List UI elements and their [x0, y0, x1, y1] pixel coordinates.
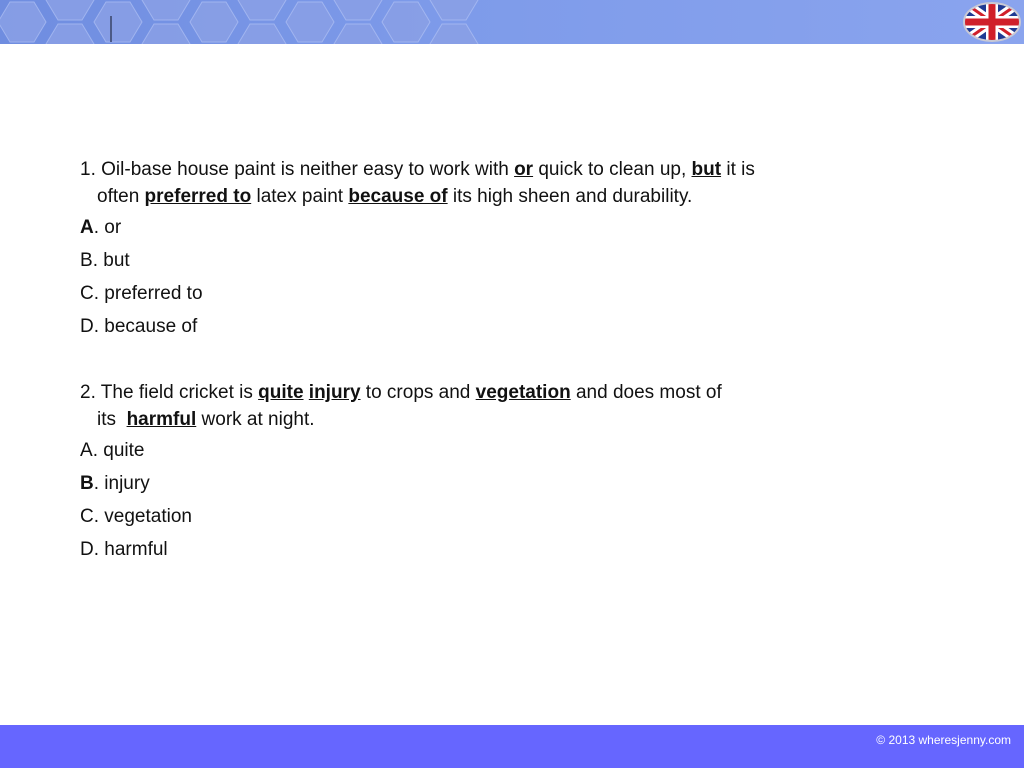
underlined-word: because of [348, 186, 448, 207]
question-text: latex paint [251, 186, 349, 207]
option-letter: A [80, 217, 94, 238]
underlined-word: injury [308, 382, 361, 403]
underlined-word: vegetation [475, 382, 571, 403]
header-bar [0, 0, 1024, 44]
option-separator: . [93, 539, 105, 560]
option-separator: . [93, 217, 105, 238]
option-letter: B [80, 250, 93, 271]
question-text: to crops and [360, 382, 476, 403]
option-b[interactable] [80, 244, 940, 277]
option-d[interactable] [80, 310, 940, 343]
option-separator: . [92, 440, 104, 461]
question-text: quick to clean up, [533, 159, 692, 180]
underlined-word: or [514, 159, 534, 180]
option-c[interactable] [80, 277, 940, 310]
option-letter: D [80, 539, 94, 560]
option-text: injury [104, 473, 150, 494]
question-number: 1. [80, 159, 96, 180]
option-text: preferred to [104, 283, 203, 304]
question-number: 2. [80, 382, 96, 403]
option-separator: . [93, 316, 105, 337]
question-text: The field cricket is [100, 382, 259, 403]
option-separator: . [92, 250, 104, 271]
question-text: and does most of [570, 382, 722, 403]
option-text: quite [103, 440, 145, 461]
footer-bar [0, 725, 1024, 768]
question-text: it is [721, 159, 755, 180]
question-2-text [80, 379, 940, 433]
header-divider [110, 16, 112, 42]
option-letter: C [80, 506, 94, 527]
option-a[interactable] [80, 434, 940, 467]
question-text: often [97, 186, 145, 207]
option-text: or [104, 217, 122, 238]
question-text: its [97, 409, 127, 430]
option-letter: C [80, 283, 94, 304]
option-text: because of [104, 316, 198, 337]
option-d[interactable] [80, 533, 940, 566]
hexagon-pattern [0, 0, 480, 44]
option-text: vegetation [104, 506, 192, 527]
option-text: but [103, 250, 130, 271]
option-b[interactable] [80, 467, 940, 500]
option-letter: D [80, 316, 94, 337]
underlined-word: quite [258, 382, 304, 403]
option-c[interactable] [80, 500, 940, 533]
option-letter: A [80, 440, 93, 461]
option-separator: . [93, 283, 105, 304]
copyright-text: © 2013 wheresjenny.com [876, 733, 1011, 747]
underlined-word: but [691, 159, 722, 180]
quiz-content [80, 156, 940, 566]
option-a[interactable] [80, 211, 940, 244]
question-text: its high sheen and durability. [447, 186, 693, 207]
question-text: Oil-base house paint is neither easy to work with [101, 159, 515, 180]
question-1-text [80, 156, 940, 210]
underlined-word: harmful [126, 409, 197, 430]
option-letter: B [80, 473, 94, 494]
underlined-word: preferred to [144, 186, 252, 207]
question-spacer [80, 343, 940, 379]
option-text: harmful [104, 539, 168, 560]
option-separator: . [93, 473, 105, 494]
uk-flag-icon [962, 1, 1022, 43]
question-text: work at night. [196, 409, 315, 430]
option-separator: . [93, 506, 105, 527]
